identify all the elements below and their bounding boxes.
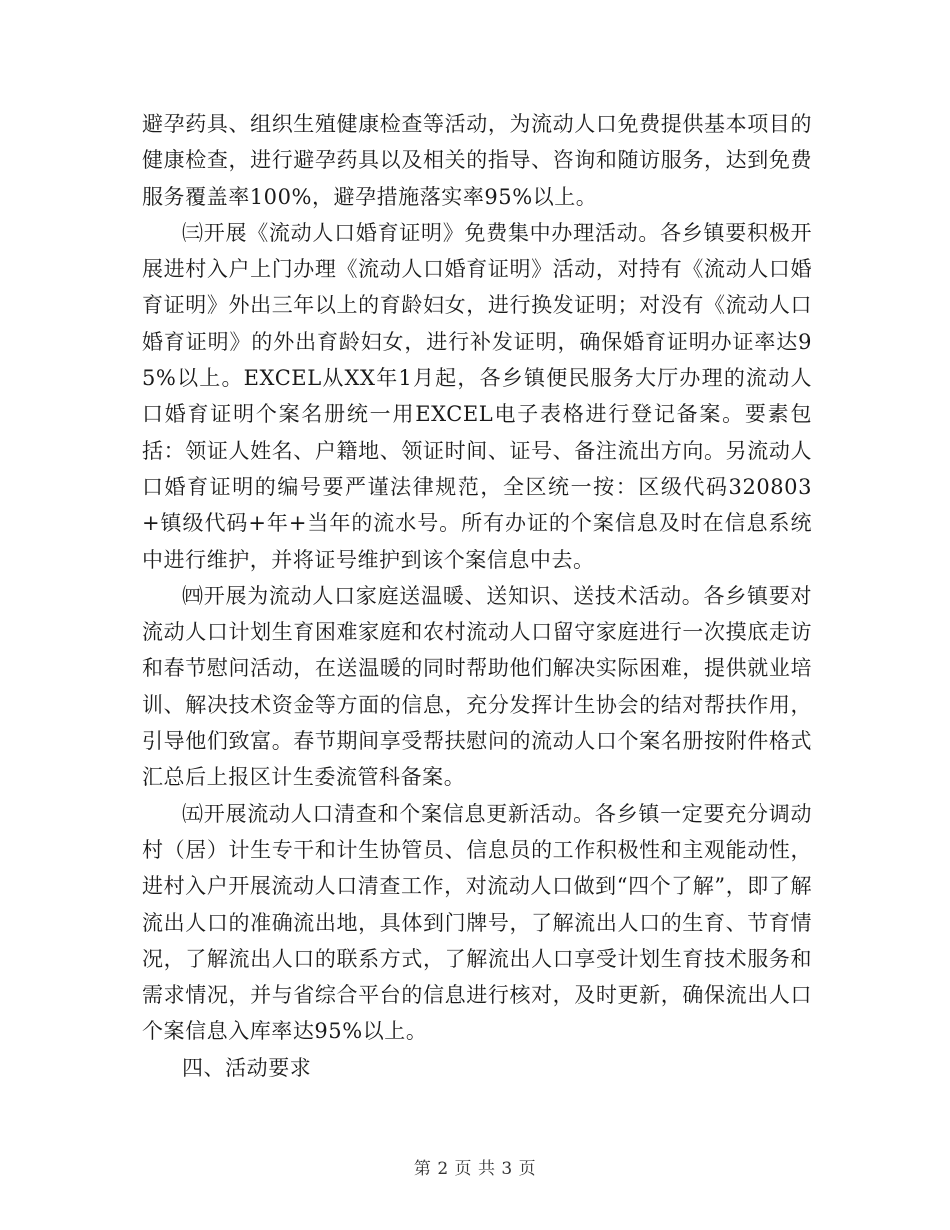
section-heading: 四、活动要求 [182, 1055, 312, 1080]
document-body [142, 106, 812, 1086]
paragraph-item-5: ㈤开展流动人口清查和个案信息更新活动。各乡镇一定要充分调动村（居）计生专干和计生协管员、信息员的工作积极性和主观能动性，进村入户开展流动人口清查工作，对流动人口做到“四个了解”，即了解流出人口的准确流出地，具体到门牌号，了解流出人口的生育、节育情况，了解流出人口的联系方式，了解流出人口享受计划生育技术服务和需求情况，并与省综合平台的信息进行核对，及时更新，确保流出人口个案信息入库率达95%以上。 [142, 801, 812, 1044]
paragraph-item-4: ㈣开展为流动人口家庭送温暖、送知识、送技术活动。各乡镇要对流动人口计划生育困难家庭和农村流动人口留守家庭进行一次摸底走访和春节慰问活动，在送温暖的同时帮助他们解决实际困难，提供就业培训、解决技术资金等方面的信息，充分发挥计生协会的结对帮扶作用，引导他们致富。春节期间享受帮扶慰问的流动人口个案名册按附件格式汇总后上报区计生委流管科备案。 [142, 583, 812, 790]
paragraph-item-3: ㈢开展《流动人口婚育证明》免费集中办理活动。各乡镇要积极开展进村入户上门办理《流动人口婚育证明》活动，对持有《流动人口婚育证明》外出三年以上的育龄妇女，进行换发证明；对没有《流动人口婚育证明》的外出育龄妇女，进行补发证明，确保婚育证明办证率达95%以上。EXCEL从XX年1月起，各乡镇便民服务大厅办理的流动人口婚育证明个案名册统一用EXCEL电子表格进行登记备案。要素包括：领证人姓名、户籍地、领证时间、证号、备注流出方向。另流动人口婚育证明的编号要严谨法律规范，全区统一按：区级代码320803+镇级代码+年+当年的流水号。所有办证的个案信息及时在信息系统中进行维护，并将证号维护到该个案信息中去。 [142, 220, 812, 572]
paragraph-continuation: 避孕药具、组织生殖健康检查等活动，为流动人口免费提供基本项目的健康检查，进行避孕药具以及相关的指导、咨询和随访服务，达到免费服务覆盖率100%，避孕措施落实率95%以上。 [142, 112, 812, 209]
page-footer [0, 1154, 950, 1179]
page-number: 第 2 页 共 3 页 [413, 1159, 537, 1179]
